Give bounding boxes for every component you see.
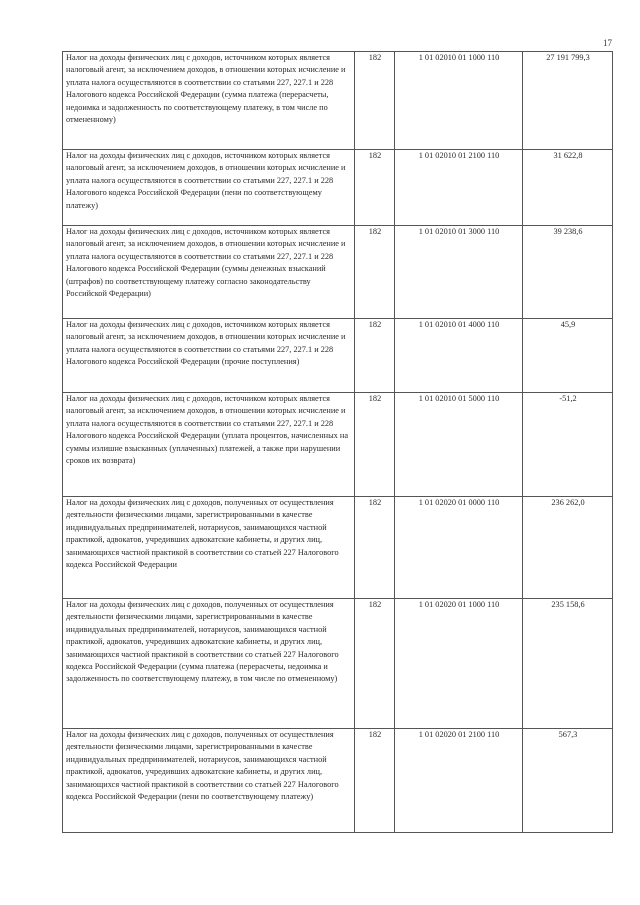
amount-cell: -51,2 — [523, 393, 613, 497]
admin-code-cell: 182 — [355, 319, 395, 393]
table-row — [63, 393, 613, 497]
budget-code-cell: 1 01 02010 01 4000 110 — [395, 319, 523, 393]
revenue-name-cell: Налог на доходы физических лиц с доходов, источником которых является налоговый агент, за исключением доходов, в отношении которых исчисление и уплата налога осуществляются в соответствии со статьями 227, 227.1 и 228 Налогового кодекса Российской Федерации (прочие поступления) — [63, 319, 355, 393]
budget-code-cell: 1 01 02020 01 0000 110 — [395, 497, 523, 599]
amount-cell: 567,3 — [523, 729, 613, 833]
budget-code-cell: 1 01 02010 01 2100 110 — [395, 150, 523, 226]
admin-code-cell: 182 — [355, 393, 395, 497]
amount-cell: 39 238,6 — [523, 226, 613, 319]
table-row — [63, 226, 613, 319]
admin-code-cell: 182 — [355, 52, 395, 150]
revenue-name-cell: Налог на доходы физических лиц с доходов, источником которых является налоговый агент, за исключением доходов, в отношении которых исчисление и уплата налога осуществляются в соответствии со статьями 227, 227.1 и 228 Налогового кодекса Российской Федерации (сумма платежа (перерасчеты, недоимка и задолженность по соответствующему платежу, в том числе по отмененному) — [63, 52, 355, 150]
revenue-name-cell: Налог на доходы физических лиц с доходов, источником которых является налоговый агент, за исключением доходов, в отношении которых исчисление и уплата налога осуществляются в соответствии со статьями 227, 227.1 и 228 Налогового кодекса Российской Федерации (уплата процентов, начисленных на суммы излишне взысканных (уплаченных) платежей, а также при нарушении сроков их возврата) — [63, 393, 355, 497]
budget-code-cell: 1 01 02010 01 3000 110 — [395, 226, 523, 319]
budget-code-cell: 1 01 02010 01 1000 110 — [395, 52, 523, 150]
revenue-name-cell: Налог на доходы физических лиц с доходов, источником которых является налоговый агент, за исключением доходов, в отношении которых исчисление и уплата налога осуществляются в соответствии со статьями 227, 227.1 и 228 Налогового кодекса Российской Федерации (суммы денежных взысканий (штрафов) по соответствующему платежу согласно законодательству Российской Федерации) — [63, 226, 355, 319]
table-row — [63, 319, 613, 393]
admin-code-cell: 182 — [355, 497, 395, 599]
revenue-table — [62, 51, 613, 833]
amount-cell: 45,9 — [523, 319, 613, 393]
budget-code-cell: 1 01 02010 01 5000 110 — [395, 393, 523, 497]
budget-code-cell: 1 01 02020 01 1000 110 — [395, 599, 523, 729]
table-row — [63, 599, 613, 729]
revenue-name-cell: Налог на доходы физических лиц с доходов, источником которых является налоговый агент, за исключением доходов, в отношении которых исчисление и уплата налога осуществляются в соответствии со статьями 227, 227.1 и 228 Налогового кодекса Российской Федерации (пени по соответствующему платежу) — [63, 150, 355, 226]
admin-code-cell: 182 — [355, 150, 395, 226]
amount-cell: 236 262,0 — [523, 497, 613, 599]
budget-code-cell: 1 01 02020 01 2100 110 — [395, 729, 523, 833]
page-number: 17 — [603, 38, 612, 48]
admin-code-cell: 182 — [355, 226, 395, 319]
table-row — [63, 729, 613, 833]
amount-cell: 27 191 799,3 — [523, 52, 613, 150]
revenue-name-cell: Налог на доходы физических лиц с доходов, полученных от осуществления деятельности физическими лицами, зарегистрированными в качестве индивидуальных предпринимателей, нотариусов, занимающихся частной практикой, адвокатов, учредивших адвокатские кабинеты, и других лиц, занимающихся частной практикой в соответствии со статьей 227 Налогового кодекса Российской Федерации (пени по соответствующему платежу) — [63, 729, 355, 833]
revenue-name-cell: Налог на доходы физических лиц с доходов, полученных от осуществления деятельности физическими лицами, зарегистрированными в качестве индивидуальных предпринимателей, нотариусов, занимающихся частной практикой, адвокатов, учредивших адвокатские кабинеты, и других лиц, занимающихся частной практикой в соответствии со статьей 227 Налогового кодекса Российской Федерации (сумма платежа (перерасчеты, недоимка и задолженность по соответствующему платежу, в том числе по отмененному) — [63, 599, 355, 729]
amount-cell: 31 622,8 — [523, 150, 613, 226]
admin-code-cell: 182 — [355, 599, 395, 729]
table-row — [63, 150, 613, 226]
admin-code-cell: 182 — [355, 729, 395, 833]
table-row — [63, 497, 613, 599]
amount-cell: 235 158,6 — [523, 599, 613, 729]
table-row — [63, 52, 613, 150]
revenue-name-cell: Налог на доходы физических лиц с доходов, полученных от осуществления деятельности физическими лицами, зарегистрированными в качестве индивидуальных предпринимателей, нотариусов, занимающихся частной практикой, адвокатов, учредивших адвокатские кабинеты, и других лиц, занимающихся частной практикой в соответствии со статьей 227 Налогового кодекса Российской Федерации — [63, 497, 355, 599]
